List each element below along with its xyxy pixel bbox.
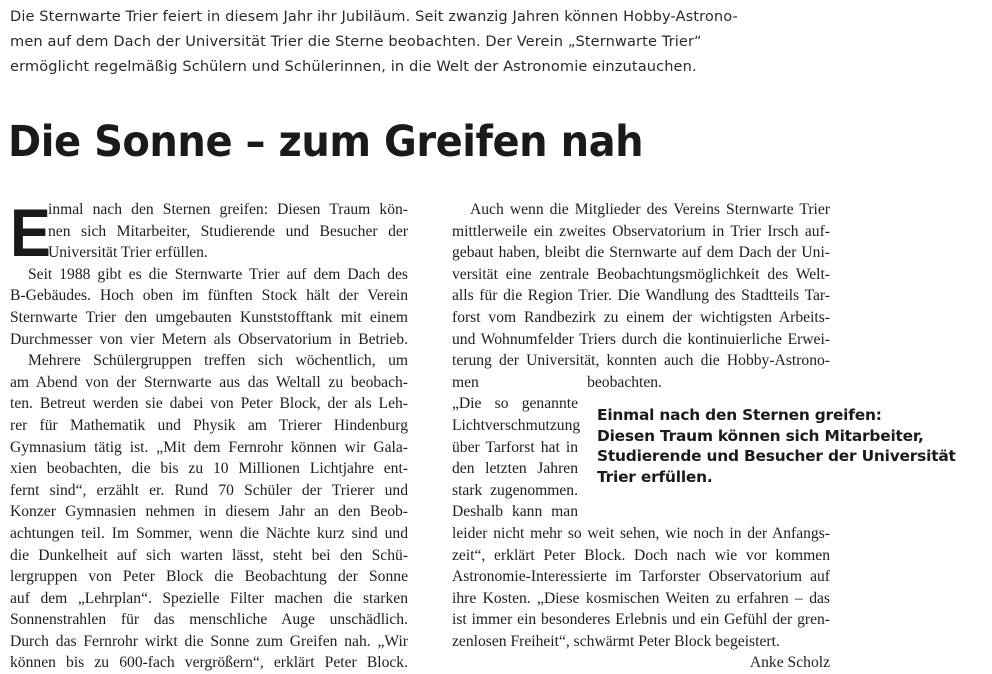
text-line: Konzer Gymnasien nehmen in diesem Jahr an den Beob-: [10, 503, 408, 521]
text-line: men beobachten.: [452, 373, 662, 391]
text-line: können bis zu 600-fach vergrößern“, erklärt Peter Block.: [10, 654, 408, 672]
text-line: gebaut haben, bleibt die Sternwarte auf dem Dach der Uni-: [452, 244, 830, 262]
text-line: mittlerweile ein zweites Observatorium in Trier Irsch auf-: [452, 222, 830, 240]
article-headline: Die Sonne – zum Greifen nah: [8, 117, 644, 167]
intro-teaser: [10, 4, 738, 79]
text-line: Universität Trier erfüllen.: [48, 244, 208, 262]
text-line: achtungen teil. Im Sommer, wenn die Nächte kurz sind und: [10, 524, 408, 542]
text-line: am Abend von der Sternwarte aus das Weltall zu beobach-: [10, 373, 408, 391]
text-line: alls für die Region Trier. Die Wandlung des Stadtteils Tar-: [452, 287, 830, 305]
text-line: lergruppen von Peter Block die Beobachtung der Sonne: [10, 568, 408, 586]
article-column-left: [10, 195, 408, 674]
text-line: auf dem „Lehrplan“. Spezielle Filter machen die starken: [10, 589, 408, 607]
pull-quote-line: Studierende und Besucher der Universität: [597, 447, 956, 466]
intro-line: Die Sternwarte Trier feiert in diesem Jahr ihr Jubiläum. Seit zwanzig Jahren können Hobby-Astrono-: [10, 8, 738, 25]
text-line: versität eine zentrale Beobachtungsmöglichkeit des Welt-: [452, 265, 830, 283]
pull-quote-line: Diesen Traum können sich Mitarbeiter,: [597, 426, 924, 445]
text-line: Durchmesser von vier Metern als Observatorium in Betrieb.: [10, 330, 408, 348]
drop-cap: E: [10, 195, 51, 271]
text-line: forst vom Randbezirk zu einem der wichtigsten Arbeits-: [452, 308, 830, 326]
author-byline: Anke Scholz: [749, 654, 830, 672]
text-line: ist immer ein besonderes Erlebnis und ein Gefühl der gren-: [452, 611, 830, 629]
text-line: rer für Mathematik und Physik am Trierer Hindenburg: [10, 416, 408, 434]
text-line: stark zugenommen.: [452, 481, 578, 499]
text-line: Mehrere Schülergruppen treffen sich wöchentlich, um: [28, 352, 408, 370]
intro-line: men auf dem Dach der Universität Trier die Sterne beobachten. Der Verein „Sternwarte Trier“: [10, 33, 702, 50]
text-line: leider nicht mehr so weit sehen, wie noch in der Anfangs-: [452, 524, 830, 542]
text-line: Durch das Fernrohr wirkt die Sonne zum Greifen nah. „Wir: [10, 632, 408, 650]
text-line: zeit“, erklärt Peter Block. Doch nach wie vor kommen: [452, 546, 830, 564]
text-line: Lichtverschmutzung: [452, 416, 581, 434]
text-line: fernt sind“, erzählt er. Rund 70 Schüler der Trierer und: [10, 481, 408, 499]
text-line: B-Gebäudes. Hoch oben im fünften Stock hält der Verein: [10, 287, 408, 305]
text-line: die Dunkelheit auf sich warten lässt, steht bei den Schü-: [10, 546, 408, 564]
text-line: Sonnenstrahlen für das menschliche Auge unschädlich.: [10, 611, 408, 629]
text-line: den letzten Jahren: [452, 460, 578, 478]
text-line: nen sich Mitarbeiter, Studierende und Besucher der: [48, 222, 408, 240]
text-line: inmal nach den Sternen greifen: Diesen Traum kön-: [48, 201, 408, 218]
text-line: terung der Universität, konnten auch die Hobby-Astrono-: [452, 352, 830, 370]
text-line: Deshalb kann man: [452, 503, 578, 521]
pull-quote: [597, 405, 992, 487]
text-line: zenlosen Freiheit“, schwärmt Peter Block begeistert.: [452, 632, 780, 650]
text-line: über Tarforst hat in: [452, 438, 578, 456]
text-line: ten. Betreut werden sie dabei von Peter Block, der als Leh-: [10, 395, 408, 413]
intro-line: ermöglicht regelmäßig Schülern und Schülerinnen, in die Welt der Astronomie einzutauchen.: [10, 58, 697, 75]
text-line: Gymnasium tätig ist. „Mit dem Fernrohr können wir Gala-: [10, 438, 408, 456]
text-line: Astronomie-Interessierte im Tarforster Observatorium auf: [452, 568, 830, 586]
text-line: Seit 1988 gibt es die Sternwarte Trier auf dem Dach des: [28, 265, 408, 283]
text-line: xien beobachten, die bis zu 10 Millionen Lichtjahre ent-: [10, 460, 408, 478]
text-line: ihre Kosten. „Diese kosmischen Weiten zu erfahren – das: [452, 589, 830, 607]
pull-quote-line: Einmal nach den Sternen greifen:: [597, 406, 882, 424]
text-line: Sternwarte Trier den umgebauten Kunststofftank mit einem: [10, 308, 408, 326]
text-line: Auch wenn die Mitglieder des Vereins Sternwarte Trier: [470, 201, 830, 218]
text-line: und Wohnumfelder Triers durch die kontinuierliche Erwei-: [452, 330, 830, 348]
text-line: „Die so genannte: [452, 395, 578, 413]
pull-quote-line: Trier erfüllen.: [597, 467, 713, 486]
